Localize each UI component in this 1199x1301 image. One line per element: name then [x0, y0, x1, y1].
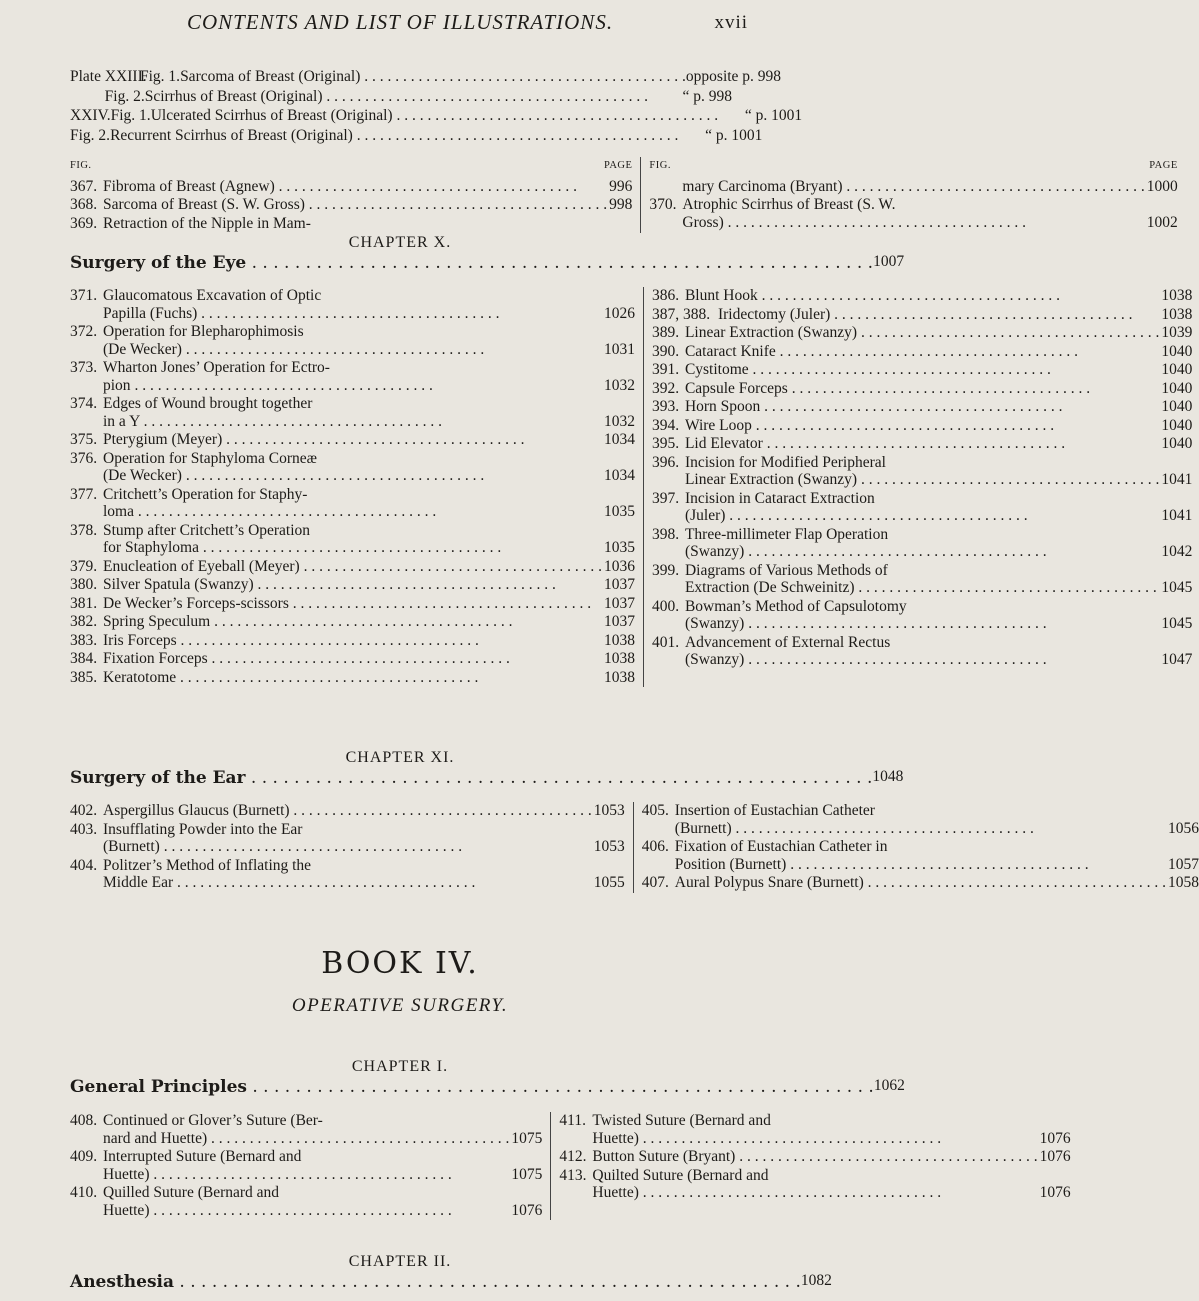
figure-page: 1040 — [1161, 416, 1193, 434]
plate-title: Scirrhus of Breast (Original) . . . — [145, 87, 648, 107]
figure-page: 1038 — [603, 650, 635, 667]
figure-title-line: Edges of Wound brought together — [103, 395, 313, 412]
figure-title-line: Button Suture (Bryant) . . . — [592, 1148, 1037, 1166]
figure-number: 369. — [70, 214, 98, 232]
figure-title-line: Quilted Suture (Bernard and — [592, 1166, 769, 1184]
figure-title-line: Incision in Cataract Extraction — [684, 489, 875, 507]
fig-column-left — [70, 157, 641, 233]
section-page: 1048 — [872, 768, 904, 785]
section-title: Surgery of the Ear . . . — [70, 768, 872, 788]
figure-entry — [642, 874, 1199, 892]
section-title: General Principles . . . — [70, 1077, 874, 1097]
figure-entry — [70, 287, 635, 322]
figure-entry — [70, 395, 635, 430]
figure-page: 1035 — [603, 539, 635, 556]
plate-row — [70, 106, 803, 126]
figure-entry — [70, 522, 635, 557]
figure-number: 407. — [641, 874, 669, 891]
figure-number: 374. — [70, 395, 98, 412]
section-heading — [70, 253, 905, 273]
figure-number: 396. — [651, 453, 680, 471]
figure-number: 378. — [70, 521, 98, 539]
figure-entry — [70, 1184, 542, 1219]
figure-title-line: Iris Forceps . . . — [103, 632, 602, 650]
figure-entry — [70, 323, 635, 358]
figure-number: 410. — [70, 1184, 98, 1201]
figure-number: 401. — [651, 633, 680, 651]
figure-title-line: Horn Spoon . . . — [685, 398, 1159, 416]
plate-title: Ulcerated Scirrhus of Breast (Original) . . . — [151, 106, 718, 126]
figure-entry — [642, 838, 1199, 873]
plate-ref: “ p. 1001 — [744, 107, 803, 124]
figure-number: 376. — [70, 449, 98, 467]
figure-page: 1045 — [1161, 615, 1193, 632]
figure-title-line: Cataract Knife . . . — [685, 343, 1159, 361]
figure-entry — [70, 857, 625, 892]
figure-number: 413. — [559, 1166, 587, 1184]
figure-number: 375. — [70, 431, 98, 448]
section-page: 1007 — [873, 253, 905, 270]
figure-title-line: nard and Huette) . . . — [103, 1130, 509, 1148]
fig-block-ear — [70, 802, 1199, 893]
figure-title-line: (Burnett) . . . — [675, 820, 1166, 838]
figure-entry — [70, 1112, 542, 1147]
figure-entry — [652, 454, 1192, 489]
figure-title-line: Fixation Forceps . . . — [103, 650, 602, 668]
figure-number: 395. — [651, 435, 680, 452]
fig-column-right — [641, 157, 1177, 233]
figure-title-line: Advancement of External Rectus — [684, 633, 891, 651]
plate-ref: opposite p. 998 — [685, 68, 782, 85]
figure-page: 1038 — [603, 668, 635, 686]
figure-entry — [649, 178, 1177, 196]
fig-column-left — [70, 287, 644, 687]
figure-number: 379. — [70, 557, 98, 575]
figure-title-line: Position (Burnett) . . . — [675, 856, 1166, 874]
figure-title-line: Critchett’s Operation for Staphy- — [103, 485, 308, 503]
figure-entry — [70, 558, 635, 576]
figure-page: 1034 — [603, 431, 635, 448]
chapter-heading: CHAPTER X. — [348, 234, 452, 251]
figure-page: 1040 — [1161, 342, 1193, 360]
figure-title-line: Middle Ear . . . — [103, 874, 592, 892]
figure-title-line: Fixation of Eustachian Catheter in — [674, 838, 888, 855]
page-number: xvii — [714, 12, 748, 33]
figure-number: 405. — [641, 802, 669, 819]
plate-row — [70, 87, 732, 107]
figure-page: 1045 — [1161, 579, 1193, 596]
figure-page: 1040 — [1161, 361, 1193, 378]
fig-column-left — [70, 802, 634, 893]
plates-list — [70, 67, 803, 145]
figure-page: 996 — [609, 177, 633, 195]
col-header-fig: FIG. — [649, 160, 671, 171]
figure-number: 377. — [70, 485, 98, 503]
figure-title-line: in a Y . . . — [103, 413, 602, 431]
section-page: 1082 — [800, 1272, 832, 1289]
figure-entry — [70, 632, 635, 650]
figure-entry — [559, 1112, 1070, 1147]
figure-page: 1040 — [1161, 379, 1193, 397]
section-heading — [70, 1272, 832, 1292]
col-header-page: PAGE — [603, 160, 633, 171]
figure-number: 397. — [651, 489, 680, 507]
figure-number: 409. — [70, 1148, 98, 1165]
figure-entry — [70, 576, 635, 594]
figure-title-line: Lid Elevator . . . — [685, 435, 1159, 453]
figure-number: 408. — [70, 1112, 98, 1129]
plate-row — [70, 67, 782, 87]
figure-title-line: Atrophic Scirrhus of Breast (S. W. — [682, 196, 896, 213]
figure-title-line: Operation for Staphyloma Corneæ — [103, 449, 317, 467]
figure-title-line: loma . . . — [103, 503, 602, 521]
figure-entry — [652, 435, 1192, 453]
figure-entry — [652, 526, 1192, 561]
book-subtitle: OPERATIVE SURGERY. — [291, 995, 509, 1016]
figure-entry — [559, 1167, 1070, 1202]
running-head-title: CONTENTS AND LIST OF ILLUSTRATIONS. — [186, 10, 614, 34]
chapter-heading: CHAPTER XI. — [345, 749, 455, 766]
figure-number: 382. — [70, 613, 98, 630]
section-heading — [70, 1077, 905, 1097]
section-heading — [70, 768, 904, 788]
col-header-page: PAGE — [1149, 160, 1178, 171]
figure-page: 1002 — [1146, 213, 1178, 231]
fig-column-right — [644, 287, 1192, 687]
figure-entry — [652, 398, 1192, 416]
fig-block-eye — [70, 287, 1193, 687]
figure-number: 381. — [70, 594, 98, 612]
figure-number: 404. — [70, 856, 98, 874]
figure-title-line: Three-millimeter Flap Operation — [684, 525, 889, 543]
figure-entry — [70, 613, 635, 631]
figure-page: 1039 — [1161, 324, 1193, 341]
figure-entry — [70, 215, 632, 233]
figure-page: 1037 — [603, 613, 635, 630]
figure-number: 384. — [70, 650, 98, 667]
figure-entry — [652, 343, 1192, 361]
figure-number: 399. — [651, 561, 680, 579]
figure-number: 390. — [651, 342, 680, 360]
plate-title: Sarcoma of Breast (Original) . . . — [180, 67, 686, 87]
column-header — [70, 157, 632, 175]
figure-page: 1053 — [593, 802, 625, 819]
figure-page: 1056 — [1168, 819, 1199, 837]
figure-entry — [70, 359, 635, 394]
figure-title-line: Quilled Suture (Bernard and — [103, 1184, 280, 1201]
figure-page: 1076 — [1039, 1148, 1071, 1165]
plate-label — [70, 87, 105, 107]
figure-page: 1076 — [511, 1201, 543, 1219]
figure-title-line: (Swanzy) . . . — [685, 615, 1159, 633]
figure-number: 371. — [70, 287, 98, 304]
figure-title-line: Spring Speculum . . . — [103, 613, 602, 631]
figure-title-line: Silver Spatula (Swanzy) . . . — [103, 576, 602, 594]
figure-title-line: Linear Extraction (Swanzy) . . . — [685, 471, 1159, 489]
figure-entry — [70, 1148, 542, 1183]
book-title: BOOK IV. — [321, 946, 479, 981]
figure-number: 402. — [70, 802, 98, 819]
figure-entry — [652, 417, 1192, 435]
plate-fig: Fig. 1. — [140, 68, 181, 85]
figure-entry — [652, 380, 1192, 398]
figure-page: 1040 — [1161, 398, 1193, 415]
plate-row — [70, 126, 763, 146]
figure-page: 1075 — [511, 1129, 543, 1147]
figure-title-line: Blunt Hook . . . — [685, 287, 1159, 305]
figure-number: 411. — [559, 1112, 586, 1129]
figure-title-line: Keratotome . . . — [103, 669, 602, 687]
figure-number — [649, 178, 682, 196]
figure-page: 1076 — [1039, 1129, 1071, 1147]
figure-title-line: Twisted Suture (Bernard and — [592, 1112, 771, 1129]
figure-entry — [652, 634, 1192, 669]
figure-title-line: Linear Extraction (Swanzy) . . . — [685, 324, 1159, 342]
figure-page: 1037 — [603, 594, 635, 612]
plate-fig: Fig. 2. — [70, 126, 111, 144]
figure-entry — [70, 196, 632, 214]
figure-page: 1057 — [1168, 855, 1199, 873]
figure-title-line: (De Wecker) . . . — [103, 467, 602, 485]
figure-title-line: mary Carcinoma (Bryant) . . . — [682, 178, 1144, 196]
fig-column-left — [70, 1112, 551, 1220]
figure-number: 380. — [70, 576, 98, 593]
figure-entry — [642, 802, 1199, 837]
fig-block-breast — [70, 157, 1178, 233]
figure-title-line: Bowman’s Method of Capsulotomy — [684, 597, 907, 615]
figure-title-line: Cystitome . . . — [685, 361, 1159, 379]
figure-page: 1047 — [1161, 651, 1193, 668]
figure-page: 1058 — [1168, 874, 1199, 891]
figure-entry — [70, 178, 632, 196]
figure-title-line: Pterygium (Meyer) . . . — [103, 431, 602, 449]
figure-title-line: Incision for Modified Peripheral — [684, 453, 886, 471]
figure-title-line: Glaucomatous Excavation of Optic — [103, 287, 322, 304]
figure-number: 394. — [651, 416, 680, 434]
figure-page: 1038 — [1161, 287, 1193, 304]
plate-fig: Fig. 2. — [104, 87, 145, 105]
figure-number: 373. — [70, 359, 98, 376]
figure-page: 1055 — [593, 874, 625, 891]
figure-page: 1040 — [1161, 435, 1193, 452]
figure-entry — [70, 450, 635, 485]
figure-page: 1000 — [1146, 177, 1178, 195]
figure-title-line: De Wecker’s Forceps-scissors . . . — [103, 595, 602, 613]
figure-number: 367. — [70, 177, 98, 195]
figure-page: 1053 — [593, 838, 625, 855]
plate-ref: “ p. 1001 — [705, 126, 763, 144]
plate-ref: “ p. 998 — [682, 87, 732, 105]
figure-number: 391. — [651, 361, 680, 378]
figure-title-line: Iridectomy (Juler) . . . — [718, 306, 1159, 324]
chapter-heading: CHAPTER I. — [351, 1058, 449, 1075]
figure-title-line: (Swanzy) . . . — [685, 651, 1159, 669]
figure-entry — [70, 802, 625, 820]
fig-column-right — [634, 802, 1199, 893]
figure-entry — [70, 669, 635, 687]
figure-title-line: Fibroma of Breast (Agnew) . . . — [103, 178, 607, 196]
figure-page: 1034 — [603, 467, 635, 484]
column-header — [649, 157, 1177, 175]
figure-number: 387, 388. — [651, 305, 711, 323]
figure-page: 1026 — [603, 304, 635, 322]
section-title: Surgery of the Eye . . . — [70, 253, 873, 273]
figure-number: 393. — [651, 398, 680, 415]
figure-entry — [70, 595, 635, 613]
plate-label: XXIV. — [70, 107, 111, 124]
figure-page: 1036 — [603, 557, 635, 575]
figure-number: 370. — [649, 196, 677, 213]
section-title: Anesthesia . . . — [70, 1272, 801, 1292]
figure-title-line: Huette) . . . — [592, 1130, 1037, 1148]
figure-title-line: Extraction (De Schweinitz) . . . — [685, 579, 1159, 597]
figure-entry — [649, 196, 1177, 231]
figure-number: 386. — [651, 287, 680, 304]
figure-entry — [70, 650, 635, 668]
figure-title-line: Enucleation of Eyeball (Meyer) . . . — [103, 558, 602, 576]
figure-title-line: Insufflating Powder into the Ear — [103, 820, 303, 838]
figure-entry — [652, 287, 1192, 305]
figure-entry — [652, 306, 1192, 324]
figure-page: 1032 — [603, 412, 635, 430]
figure-page: 1075 — [511, 1165, 543, 1183]
figure-title-line: Interrupted Suture (Bernard and — [103, 1148, 302, 1165]
figure-entry — [559, 1148, 1070, 1166]
figure-title-line: Sarcoma of Breast (S. W. Gross) . . . — [103, 196, 607, 214]
figure-page: 1038 — [603, 631, 635, 649]
figure-title-line: Wire Loop . . . — [685, 417, 1159, 435]
figure-entry — [652, 490, 1192, 525]
figure-number: 400. — [651, 597, 680, 615]
figure-title-line: Gross) . . . — [682, 214, 1144, 232]
figure-number: 403. — [70, 820, 98, 838]
figure-title-line: Continued or Glover’s Suture (Ber- — [103, 1112, 323, 1129]
figure-title-line: Insertion of Eustachian Catheter — [674, 802, 875, 819]
figure-page: 1035 — [603, 503, 635, 520]
figure-title-line: Stump after Critchett’s Operation — [103, 521, 311, 539]
figure-entry — [652, 324, 1192, 342]
figure-number: 368. — [70, 196, 98, 213]
figure-title-line: pion . . . — [103, 377, 602, 395]
figure-page: 998 — [609, 196, 633, 213]
figure-page: 1032 — [603, 376, 635, 394]
running-head — [0, 10, 800, 35]
fig-column-right — [551, 1112, 1070, 1220]
plate-fig: Fig. 1. — [110, 107, 151, 124]
figure-entry — [70, 486, 635, 521]
figure-page: 1041 — [1161, 471, 1193, 488]
figure-page: 1041 — [1161, 507, 1193, 524]
figure-number: 385. — [70, 668, 98, 686]
figure-title-line: (Swanzy) . . . — [685, 543, 1159, 561]
figure-number: 372. — [70, 323, 98, 340]
figure-entry — [652, 562, 1192, 597]
figure-title-line: Huette) . . . — [592, 1184, 1037, 1202]
figure-page: 1076 — [1039, 1184, 1071, 1201]
figure-title-line: Huette) . . . — [103, 1166, 509, 1184]
figure-number: 392. — [651, 379, 680, 397]
figure-page: 1038 — [1161, 305, 1193, 323]
figure-entry — [652, 361, 1192, 379]
section-page: 1062 — [873, 1077, 905, 1094]
figure-entry — [70, 821, 625, 856]
col-header-fig: FIG. — [70, 160, 92, 171]
figure-number: 389. — [651, 324, 680, 341]
figure-page: 1042 — [1161, 543, 1193, 560]
figure-title-line: (De Wecker) . . . — [103, 341, 602, 359]
figure-title-line: Politzer’s Method of Inflating the — [103, 856, 312, 874]
figure-title-line: Aspergillus Glaucus (Burnett) . . . — [103, 802, 592, 820]
figure-title-line: Diagrams of Various Methods of — [684, 561, 888, 579]
figure-number: 406. — [641, 838, 669, 855]
plate-title: Recurrent Scirrhus of Breast (Original) . . . — [110, 126, 678, 146]
figure-entry — [70, 431, 635, 449]
figure-number: 383. — [70, 631, 98, 649]
figure-title-line: Capsule Forceps . . . — [685, 380, 1159, 398]
figure-page: 1031 — [603, 340, 635, 358]
figure-number: 398. — [651, 525, 680, 543]
figure-title-line: Papilla (Fuchs) . . . — [103, 305, 602, 323]
figure-title-line: (Juler) . . . — [685, 507, 1159, 525]
figure-page: 1037 — [603, 576, 635, 593]
figure-title-line: Operation for Blepharophimosis — [103, 323, 304, 340]
chapter-heading: CHAPTER II. — [348, 1253, 452, 1270]
fig-block-sutures — [70, 1112, 1071, 1220]
figure-title-line: Retraction of the Nipple in Mam- — [103, 214, 311, 232]
figure-title-line: Wharton Jones’ Operation for Ectro- — [103, 359, 330, 376]
figure-number: 412. — [559, 1148, 587, 1165]
plate-label: Plate XXIII. — [70, 68, 147, 85]
figure-title-line: Aural Polypus Snare (Burnett) . . . — [675, 874, 1166, 892]
figure-entry — [652, 598, 1192, 633]
figure-title-line: for Staphyloma . . . — [103, 539, 602, 557]
figure-title-line: Huette) . . . — [103, 1202, 509, 1220]
figure-title-line: (Burnett) . . . — [103, 838, 592, 856]
